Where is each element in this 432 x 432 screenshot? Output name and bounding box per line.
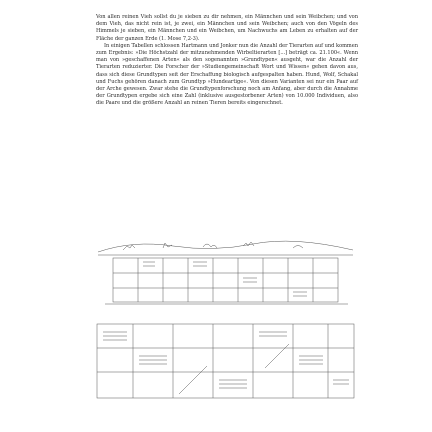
body-text (96, 14, 358, 108)
cross-section-illustration (93, 320, 358, 402)
bible-quote-paragraph: Von allen reinen Vieh sollst du je sieben zu dir nehmen, ein Männchen und sein Weibchen; und von dem Vieh, das nicht rein ist, je zwei, ein Männchen und sein Weibchen; auch von den Vögeln des Himmels je sieben, ein Männchen und ein Weibchen, um Nachwuchs am Leben zu erhalten auf der Fläche der ganzen Erde (1. Mose 7,2-3). (96, 14, 358, 42)
ark-illustration (93, 238, 358, 308)
body-paragraph: In einigen Tabellen schlossen Hartmann und Jonker nun die Anzahl der Tierarten auf und kommen zum Ergebnis: »Die Höchstzahl der mitzunehmenden Wirbeltierarten [...] beträgt ca. 21.100«. Wenn man von »geschaffenen Arten« als den sogenannten »Grundtypen« ausgeht, war die Anzahl der Tierarten reduzierter. Die Forscher der »Studiengemeinschaft Wort und Wissen« gehen davon aus, dass sich diese Grundtypen seit der Erschaffung biologisch aufgespalten haben. Hund, Wolf, Schakal und Fuchs gehören danach zum Grundtyp »Hundeartige«. Von diesen Varianten sei nur ein Paar auf der Arche gewesen. Zwar stehe die Grundtypenforschung noch am Anfang, aber durch die Annahme der Grundtypen ergebe sich eine Zahl (inklusive ausgestorbener Arten) von 10.000 Individuen, also die Paare und die größere Anzahl an reinen Tieren bereits eingerechnet. (96, 42, 358, 107)
